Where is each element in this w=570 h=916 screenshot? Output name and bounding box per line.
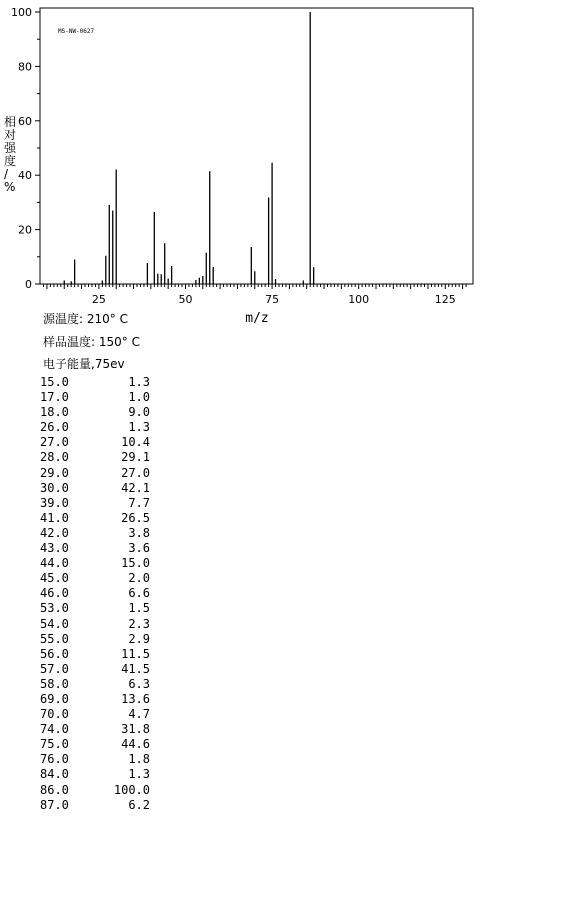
peak-row — [40, 632, 150, 647]
peak-row — [40, 450, 150, 465]
sample-temperature: 样品温度: 150° C — [43, 335, 140, 349]
peak-mz: 56.0 — [40, 646, 69, 661]
peak-intensity: 2.3 — [128, 616, 150, 631]
peak-row — [40, 571, 150, 586]
peak-row — [40, 601, 150, 616]
peak-intensity: 1.8 — [128, 752, 150, 767]
y-tick-label: 100 — [11, 6, 32, 19]
peak-mz: 42.0 — [40, 525, 69, 540]
peak-row — [40, 586, 150, 601]
peak-row — [40, 556, 150, 571]
peak-mz: 57.0 — [40, 661, 69, 676]
peak-mz: 54.0 — [40, 616, 69, 631]
peak-intensity: 1.3 — [128, 375, 150, 389]
peak-intensity: 1.3 — [128, 420, 150, 435]
y-tick-label: 60 — [18, 114, 32, 128]
peak-intensity: 3.6 — [128, 541, 150, 556]
peak-mz: 55.0 — [40, 631, 69, 646]
peak-intensity: 7.7 — [128, 495, 150, 510]
peak-mz: 69.0 — [40, 691, 69, 706]
x-tick-label: 25 — [91, 293, 106, 306]
peak-mz: 18.0 — [40, 405, 69, 420]
peak-mz: 30.0 — [40, 480, 69, 495]
peak-intensity: 6.2 — [128, 797, 150, 812]
peak-row — [40, 662, 150, 677]
peak-table — [40, 375, 150, 813]
peak-row — [40, 541, 150, 556]
spectrum-code: MS-NW-0627 — [58, 28, 95, 35]
peak-intensity: 44.6 — [121, 737, 150, 752]
peak-row — [40, 767, 150, 782]
peak-mz: 17.0 — [40, 390, 69, 405]
peak-intensity: 6.6 — [128, 586, 150, 601]
peak-row — [40, 647, 150, 662]
mass-spectrum-chart — [0, 0, 570, 340]
peak-mz: 70.0 — [40, 707, 69, 722]
peak-intensity: 31.8 — [121, 722, 150, 737]
x-tick-label: 50 — [178, 293, 193, 306]
peak-intensity: 27.0 — [121, 465, 150, 480]
peak-row — [40, 435, 150, 450]
peak-mz: 75.0 — [40, 737, 69, 752]
peak-mz: 15.0 — [40, 375, 69, 389]
peak-row — [40, 707, 150, 722]
peak-mz: 26.0 — [40, 420, 69, 435]
y-tick-label: 40 — [18, 169, 32, 183]
peak-mz: 44.0 — [40, 556, 69, 571]
peak-intensity: 1.3 — [128, 767, 150, 782]
electron-energy: 电子能量,75ev — [43, 357, 125, 371]
peak-intensity: 15.0 — [121, 556, 150, 571]
peak-row — [40, 481, 150, 496]
peak-mz: 43.0 — [40, 541, 69, 556]
peak-intensity: 2.9 — [128, 631, 150, 646]
peak-intensity: 6.3 — [128, 676, 150, 691]
peak-row — [40, 405, 150, 420]
peak-intensity: 42.1 — [121, 480, 150, 495]
peak-row — [40, 737, 150, 752]
peak-intensity: 29.1 — [121, 450, 150, 465]
y-tick-label: 0 — [25, 278, 32, 291]
x-tick-label: 75 — [265, 293, 280, 306]
peak-mz: 86.0 — [40, 782, 69, 797]
peak-intensity: 3.8 — [128, 525, 150, 540]
x-tick-label: 125 — [434, 293, 456, 306]
peak-intensity: 41.5 — [121, 661, 150, 676]
peak-intensity: 13.6 — [121, 691, 150, 706]
y-tick-label: 20 — [18, 223, 32, 237]
peak-intensity: 11.5 — [121, 646, 150, 661]
peak-row — [40, 752, 150, 767]
peak-row — [40, 783, 150, 798]
peak-intensity: 1.5 — [128, 601, 150, 616]
x-axis-label: m/z — [245, 311, 269, 326]
x-tick-label: 100 — [348, 293, 370, 306]
spectrum-peaks — [64, 12, 313, 284]
peak-row — [40, 617, 150, 632]
peak-intensity: 2.0 — [128, 571, 150, 586]
peak-mz: 39.0 — [40, 495, 69, 510]
x-axis — [43, 284, 466, 306]
peak-row — [40, 390, 150, 405]
y-axis-label: 相对强度/ % — [4, 115, 17, 194]
peak-row — [40, 466, 150, 481]
source-temperature: 源温度: 210° C — [43, 312, 128, 326]
peak-row — [40, 798, 150, 813]
peak-mz: 41.0 — [40, 510, 69, 525]
peak-mz: 53.0 — [40, 601, 69, 616]
peak-mz: 74.0 — [40, 722, 69, 737]
peak-row — [40, 722, 150, 737]
peak-row — [40, 496, 150, 511]
peak-row — [40, 420, 150, 435]
peak-intensity: 9.0 — [128, 405, 150, 420]
peak-row — [40, 511, 150, 526]
peak-intensity: 1.0 — [128, 390, 150, 405]
peak-mz: 27.0 — [40, 435, 69, 450]
plot-frame — [40, 8, 473, 284]
peak-row — [40, 375, 150, 390]
peak-intensity: 26.5 — [121, 510, 150, 525]
peak-mz: 45.0 — [40, 571, 69, 586]
peak-mz: 29.0 — [40, 465, 69, 480]
peak-mz: 46.0 — [40, 586, 69, 601]
y-tick-label: 80 — [18, 60, 32, 74]
peak-mz: 58.0 — [40, 676, 69, 691]
peak-intensity: 100.0 — [113, 782, 150, 797]
peak-mz: 84.0 — [40, 767, 69, 782]
peak-intensity: 4.7 — [128, 707, 150, 722]
peak-mz: 87.0 — [40, 797, 69, 812]
peak-intensity: 10.4 — [121, 435, 150, 450]
peak-mz: 28.0 — [40, 450, 69, 465]
peak-mz: 76.0 — [40, 752, 69, 767]
peak-row — [40, 692, 150, 707]
peak-row — [40, 677, 150, 692]
peak-row — [40, 526, 150, 541]
